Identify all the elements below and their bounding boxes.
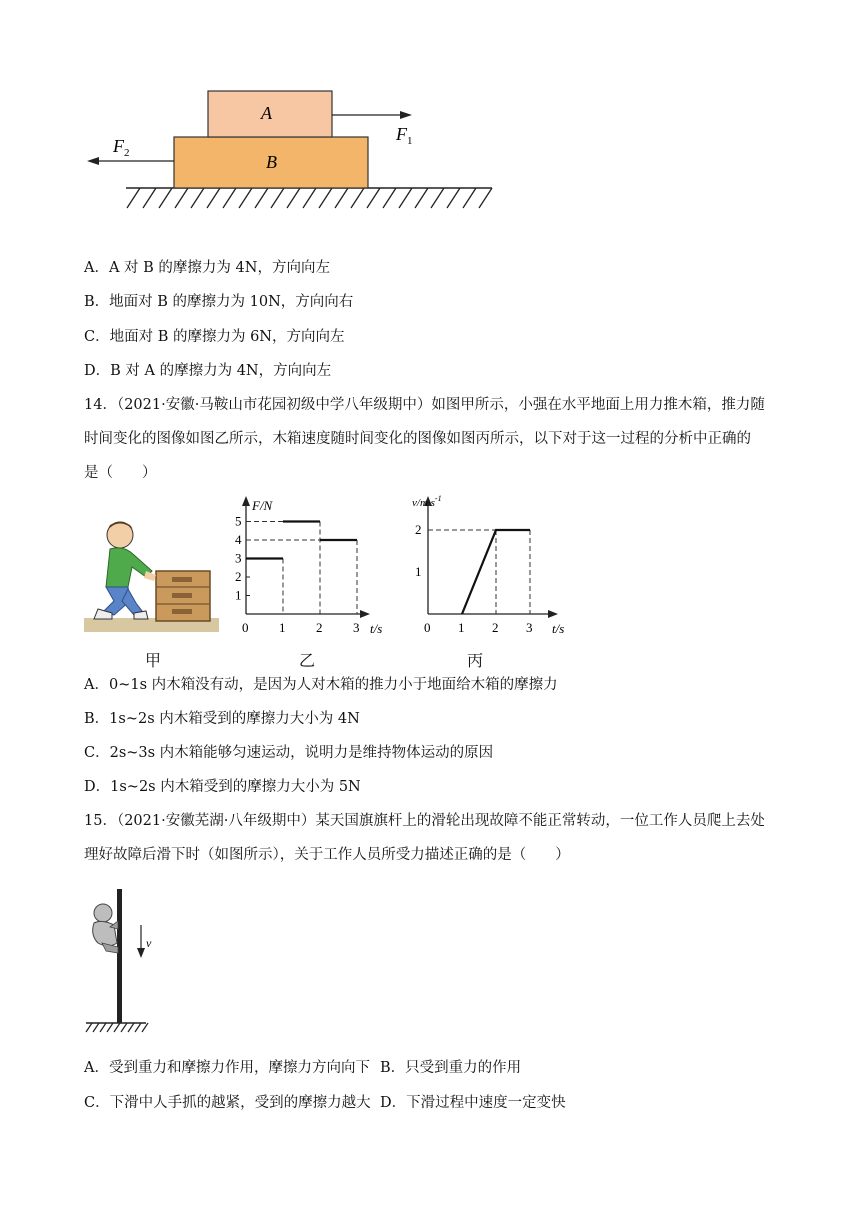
v-chart-ylabel: $v/m\cdot s^{-1}$ — [412, 494, 442, 509]
blocks-figure — [80, 84, 500, 214]
f-chart-y-tick-5: 5 — [235, 513, 242, 529]
caption-jia: 甲 — [145, 651, 162, 670]
q13-option-b: B．地面对 B 的摩擦力为 10N，方向向右 — [84, 294, 354, 310]
f2-arrowhead — [87, 157, 99, 165]
f-chart-xlabel: t/s — [370, 621, 383, 636]
caption-yi: 乙 — [299, 651, 316, 670]
q15-stem-line-2: 理好故障后滑下时（如图所示），关于工作人员所受力描述正确的是（ ） — [84, 847, 570, 863]
q15-option-b: B．只受到重力的作用 — [380, 1060, 522, 1076]
flagpole-worker-figure — [84, 885, 164, 1035]
q14-option-a: A．0~1s 内木箱没有动，是因为人对木箱的推力小于地面给木箱的摩擦力 — [84, 677, 558, 693]
q14-option-b: B．1s~2s 内木箱受到的摩擦力大小为 4N — [84, 711, 360, 727]
f-chart-y-tick-1: 1 — [235, 587, 242, 603]
q13-option-a: A．A 对 B 的摩擦力为 4N，方向向左 — [84, 260, 330, 276]
f-chart-x-tick-2: 2 — [316, 620, 323, 635]
boy-pushing-box-figure — [84, 515, 219, 635]
force-time-chart — [234, 492, 404, 642]
worker-head — [94, 904, 112, 922]
boy-shirt — [106, 548, 152, 587]
v-chart-xlabel: t/s — [552, 621, 565, 636]
q14-stem-line-2: 时间变化的图像如图乙所示，木箱速度随时间变化的图像如图丙所示，以下对于这一过程的分析中正确的 — [84, 431, 751, 447]
velocity-arrowhead — [137, 948, 145, 958]
v-chart-y-tick-1: 1 — [415, 564, 422, 579]
ground-hatch — [127, 188, 492, 208]
v-chart-x-tick-1: 1 — [458, 620, 465, 635]
q14-stem-line-3: 是（ ） — [84, 465, 157, 481]
f1-arrowhead — [400, 111, 412, 119]
f-chart-y-tick-3: 3 — [235, 550, 242, 566]
velocity-label: v — [146, 936, 152, 950]
q14-option-c: C．2s~3s 内木箱能够匀速运动，说明力是维持物体运动的原因 — [84, 745, 494, 761]
q14-option-d: D．1s~2s 内木箱受到的摩擦力大小为 5N — [84, 779, 361, 795]
v-chart-y-tick-2: 2 — [415, 522, 422, 537]
v-chart-x-tick-3: 3 — [526, 620, 533, 635]
f-chart-x-arrowhead — [360, 610, 370, 618]
f-chart-x-tick-3: 3 — [353, 620, 360, 635]
v-chart-x-arrowhead — [548, 610, 558, 618]
q13-option-c: C．地面对 B 的摩擦力为 6N，方向向左 — [84, 329, 345, 345]
q13-option-d: D．B 对 A 的摩擦力为 4N，方向向左 — [84, 363, 332, 379]
f-chart-x-tick-1: 1 — [279, 620, 286, 635]
f1-label: $F_1$ — [396, 124, 413, 147]
q14-stem-line-1: 14．（2021·安徽·马鞍山市花园初级中学八年级期中）如图甲所示，小强在水平地面上用力推木箱，推力随 — [84, 397, 765, 413]
f-chart-x-tick-0: 0 — [242, 620, 249, 635]
q15-option-d: D．下滑过程中速度一定变快 — [380, 1095, 566, 1111]
q15-option-a: A．受到重力和摩擦力作用，摩擦力方向向下 — [84, 1060, 370, 1076]
v-chart-x-tick-0: 0 — [424, 620, 431, 635]
f-chart-ylabel: F/N — [252, 498, 273, 513]
block-a-label: A — [261, 103, 272, 123]
f2-label: $F_2$ — [113, 136, 130, 159]
f-chart-y-tick-4: 4 — [235, 532, 242, 547]
velocity-time-chart — [412, 492, 582, 642]
flagpole — [117, 889, 122, 1023]
v-chart-x-tick-2: 2 — [492, 620, 499, 635]
caption-bing: 丙 — [467, 651, 484, 670]
q15-option-c: C．下滑中人手抓的越紧，受到的摩擦力越大 — [84, 1095, 371, 1111]
block-b-label: B — [266, 152, 277, 172]
q15-stem-line-1: 15．（2021·安徽芜湖·八年级期中）某天国旗旗杆上的滑轮出现故障不能正常转动，一位工作人员爬上去处 — [84, 813, 765, 829]
f-chart-y-arrowhead — [242, 496, 250, 506]
f-chart-y-tick-2: 2 — [235, 569, 242, 584]
